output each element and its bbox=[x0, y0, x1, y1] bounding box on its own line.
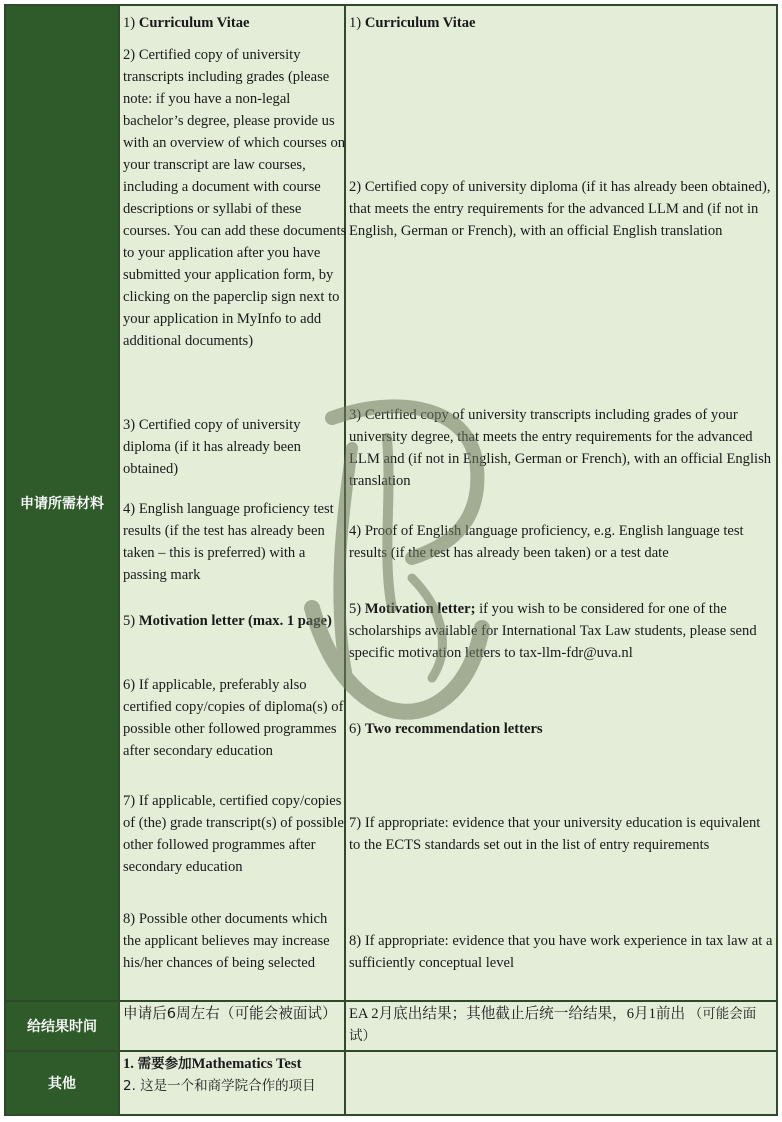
other-label: 其他 bbox=[5, 1051, 119, 1115]
application-table bbox=[4, 4, 778, 1116]
item-bold-text: Motivation letter (max. 1 page) bbox=[138, 613, 332, 629]
item-number: 4) bbox=[123, 501, 139, 517]
other-line-1-num: 1. bbox=[123, 1056, 134, 1072]
item-bold-text: Curriculum Vitae bbox=[364, 15, 476, 31]
item-text: Certified copy of university diploma (if it has already been obtained), that meets the entry requirements for the advanced LLM and (if not in English, German or French), with an official English translation bbox=[349, 179, 771, 239]
item-text: If applicable, preferably also certified copy/copies of diploma(s) of possible other followed programmes after secondary education bbox=[123, 677, 344, 759]
item-number: 5) bbox=[349, 601, 365, 617]
other-col1 bbox=[119, 1051, 345, 1115]
other-line-1-en: Mathematics Test bbox=[191, 1056, 302, 1072]
item-number: 1) bbox=[123, 15, 139, 31]
result-time-row bbox=[5, 1001, 777, 1051]
item-number: 8) bbox=[349, 933, 365, 949]
item-number: 4) bbox=[349, 523, 365, 539]
item-text: Certified copy of university transcripts including grades of your university degree, that meets the entry requirements for the advanced LLM and (if not in English, German or French), with an official English translation bbox=[349, 407, 772, 489]
materials-col2-item-4 bbox=[349, 520, 774, 564]
materials-col2-item-6 bbox=[349, 718, 774, 740]
item-text: If appropriate: evidence that you have work experience in tax law at a sufficiently conceptual level bbox=[349, 933, 773, 971]
item-text: Possible other documents which the applicant believes may increase his/her chances of being selected bbox=[123, 911, 330, 971]
materials-col1-item-1 bbox=[123, 12, 347, 34]
materials-col1-item-5 bbox=[123, 610, 347, 632]
item-text: Certified copy of university transcripts including grades (please note: if you have a non-legal bachelor’s degree, please provide us with an overview of which courses on your transcript are law courses, including a document with course descriptions or syllabi of these courses. You can add these documents to your application after you have submitted your application form, by clicking on the paperclip sign next to your application in MyInfo to add additional documents) bbox=[123, 47, 347, 349]
other-row bbox=[5, 1051, 777, 1115]
item-bold-text: Curriculum Vitae bbox=[138, 15, 250, 31]
materials-col2-item-5 bbox=[349, 598, 774, 664]
result-time-col2-text bbox=[346, 1002, 776, 1047]
item-number: 1) bbox=[349, 15, 365, 31]
other-line-1-cn: 需要参加 bbox=[137, 1056, 192, 1072]
materials-col2-item-7 bbox=[349, 812, 774, 856]
result-time-col1 bbox=[119, 1001, 345, 1051]
item-number: 6) bbox=[349, 721, 365, 737]
item-text: Certified copy of university diploma (if it has already been obtained) bbox=[123, 417, 301, 477]
other-col1-text bbox=[120, 1052, 344, 1097]
item-number: 2) bbox=[123, 47, 139, 63]
result-time-col2-main: EA 2月底出结果；其他截止后统一给结果，6月1前出 bbox=[349, 1006, 686, 1022]
materials-row bbox=[5, 5, 777, 1001]
item-number: 7) bbox=[123, 793, 139, 809]
materials-col1-item-6 bbox=[123, 674, 347, 762]
materials-col1-item-4 bbox=[123, 498, 347, 586]
materials-col1-item-7 bbox=[123, 790, 347, 878]
item-number: 5) bbox=[123, 613, 139, 629]
materials-col1 bbox=[119, 5, 345, 1001]
result-time-col2 bbox=[345, 1001, 777, 1051]
materials-col1-item-2 bbox=[123, 44, 347, 352]
item-text: English language proficiency test results (if the test has already been taken – this is preferred) with a passing mark bbox=[123, 501, 334, 583]
result-time-col2-note: （可能会面试） bbox=[349, 1006, 757, 1044]
other-line-1 bbox=[123, 1053, 341, 1075]
other-col2-text bbox=[346, 1052, 776, 1053]
item-number: 8) bbox=[123, 911, 139, 927]
item-number: 3) bbox=[123, 417, 139, 433]
other-col2 bbox=[345, 1051, 777, 1115]
result-time-label: 给结果时间 bbox=[5, 1001, 119, 1051]
item-bold-text: Two recommendation letters bbox=[364, 721, 543, 737]
item-text: Proof of English language proficiency, e.g. English language test results (if the test has already been taken) or a test date bbox=[349, 523, 744, 561]
item-text: If appropriate: evidence that your university education is equivalent to the ECTS standards set out in the list of entry requirements bbox=[349, 815, 761, 853]
item-number: 3) bbox=[349, 407, 365, 423]
materials-col1-item-3 bbox=[123, 414, 347, 480]
materials-col2-item-1 bbox=[349, 12, 774, 34]
item-text: If applicable, certified copy/copies of (the) grade transcript(s) of possible other followed programmes after secondary education bbox=[123, 793, 344, 875]
other-line-2: 2. 这是一个和商学院合作的项目 bbox=[123, 1078, 316, 1094]
item-number: 2) bbox=[349, 179, 365, 195]
item-number: 7) bbox=[349, 815, 365, 831]
result-time-col1-text: 申请后6周左右（可能会被面试） bbox=[123, 1005, 337, 1022]
item-text: if you wish to be considered for one of the scholarships available for International Tax Law students, please send specific motivation letters to tax-llm-fdr@uva.nl bbox=[349, 601, 757, 661]
item-number: 6) bbox=[123, 677, 139, 693]
materials-col2-item-2 bbox=[349, 176, 774, 242]
materials-col1-item-8 bbox=[123, 908, 347, 974]
materials-col2-item-8 bbox=[349, 930, 774, 974]
item-bold-text: Motivation letter; bbox=[364, 601, 476, 617]
materials-col2 bbox=[345, 5, 777, 1001]
materials-label: 申请所需材料 bbox=[5, 5, 119, 1001]
materials-col2-item-3 bbox=[349, 404, 774, 492]
